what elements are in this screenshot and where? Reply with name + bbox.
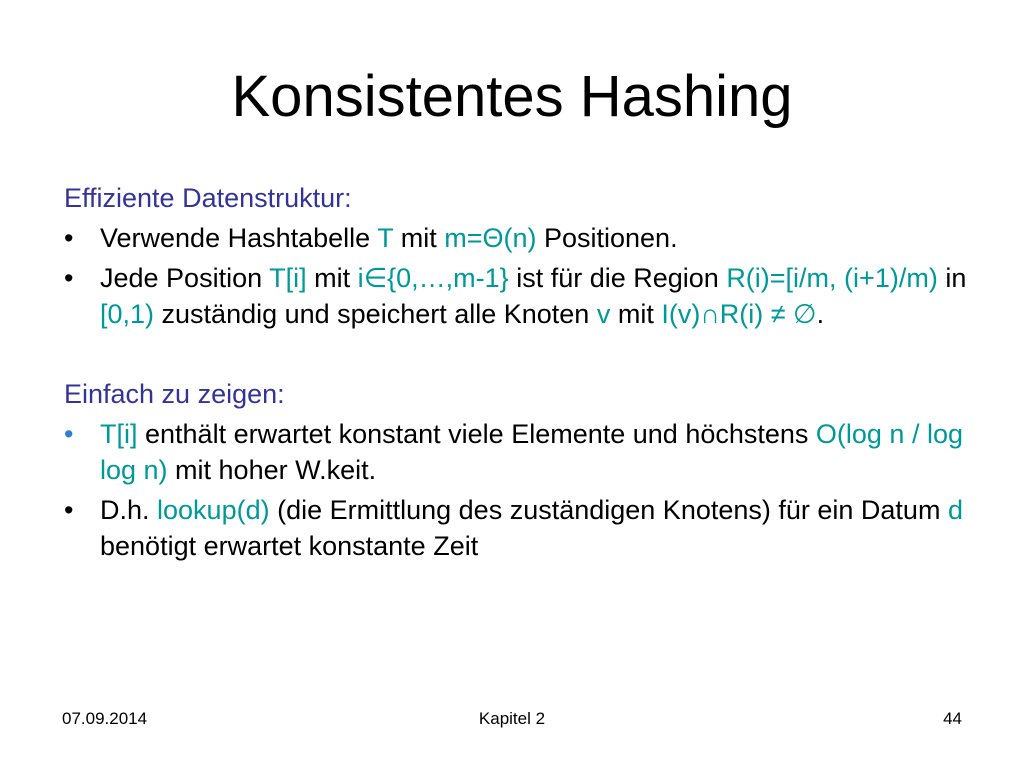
text-run: mit	[610, 299, 662, 329]
bullet-text	[100, 223, 678, 253]
bullet-marker: •	[64, 495, 74, 525]
text-run: Verwende Hashtabelle	[100, 223, 378, 253]
section-einfach-zu-zeigen	[64, 376, 984, 564]
footer-date: 07.09.2014	[62, 709, 148, 728]
highlight-term: lookup(d)	[157, 495, 270, 525]
bullet-text	[100, 419, 963, 485]
highlight-term: R(i)=[i/m, (i+1)/m)	[726, 263, 938, 293]
text-run: benötigt erwartet konstante Zeit	[100, 531, 479, 561]
text-run: .	[816, 299, 825, 329]
bullet-item	[64, 492, 984, 564]
bullet-marker: •	[64, 263, 74, 293]
text-run: ist für die Region	[508, 263, 727, 293]
section-gap	[64, 336, 984, 376]
highlight-term: i∈{0,…,m-1}	[357, 263, 509, 293]
bullet-marker: •	[64, 419, 74, 449]
text-run: mit	[306, 263, 358, 293]
highlight-term: [0,1)	[100, 299, 155, 329]
bullet-item	[64, 220, 984, 256]
section-heading: Effiziente Datenstruktur:	[64, 183, 352, 213]
text-run: Jede Position	[100, 263, 270, 293]
section-heading: Einfach zu zeigen:	[64, 379, 285, 409]
highlight-term: T[i]	[269, 263, 307, 293]
text-run: zuständig und speichert alle Knoten	[154, 299, 597, 329]
text-run: mit hoher W.keit.	[167, 455, 377, 485]
bullet-marker: •	[64, 223, 74, 253]
footer-chapter: Kapitel 2	[478, 709, 546, 728]
slide-title: Konsistentes Hashing	[231, 64, 793, 129]
highlight-term: v	[596, 299, 611, 329]
highlight-term: I(v)∩R(i) ≠ ∅	[661, 299, 817, 329]
highlight-term: O(log n / log log n)	[100, 419, 963, 485]
slide-body	[64, 180, 984, 568]
text-run: enthält erwartet konstant viele Elemente und höchstens	[137, 419, 816, 449]
text-run: D.h.	[100, 495, 158, 525]
text-run: mit	[393, 223, 445, 253]
footer-page-number: 44	[943, 709, 962, 728]
highlight-term: m=Θ(n)	[444, 223, 537, 253]
bullet-item	[64, 416, 984, 488]
bullet-item	[64, 260, 984, 332]
section-datenstruktur	[64, 180, 984, 332]
highlight-term: T[i]	[100, 419, 138, 449]
bullet-text	[100, 495, 963, 561]
highlight-term: d	[947, 495, 963, 525]
bullet-text	[100, 263, 966, 329]
highlight-term: T	[377, 223, 394, 253]
text-run: (die Ermittlung des zuständigen Knotens) für ein Datum	[269, 495, 948, 525]
text-run: in	[937, 263, 967, 293]
text-run: Positionen.	[536, 223, 678, 253]
